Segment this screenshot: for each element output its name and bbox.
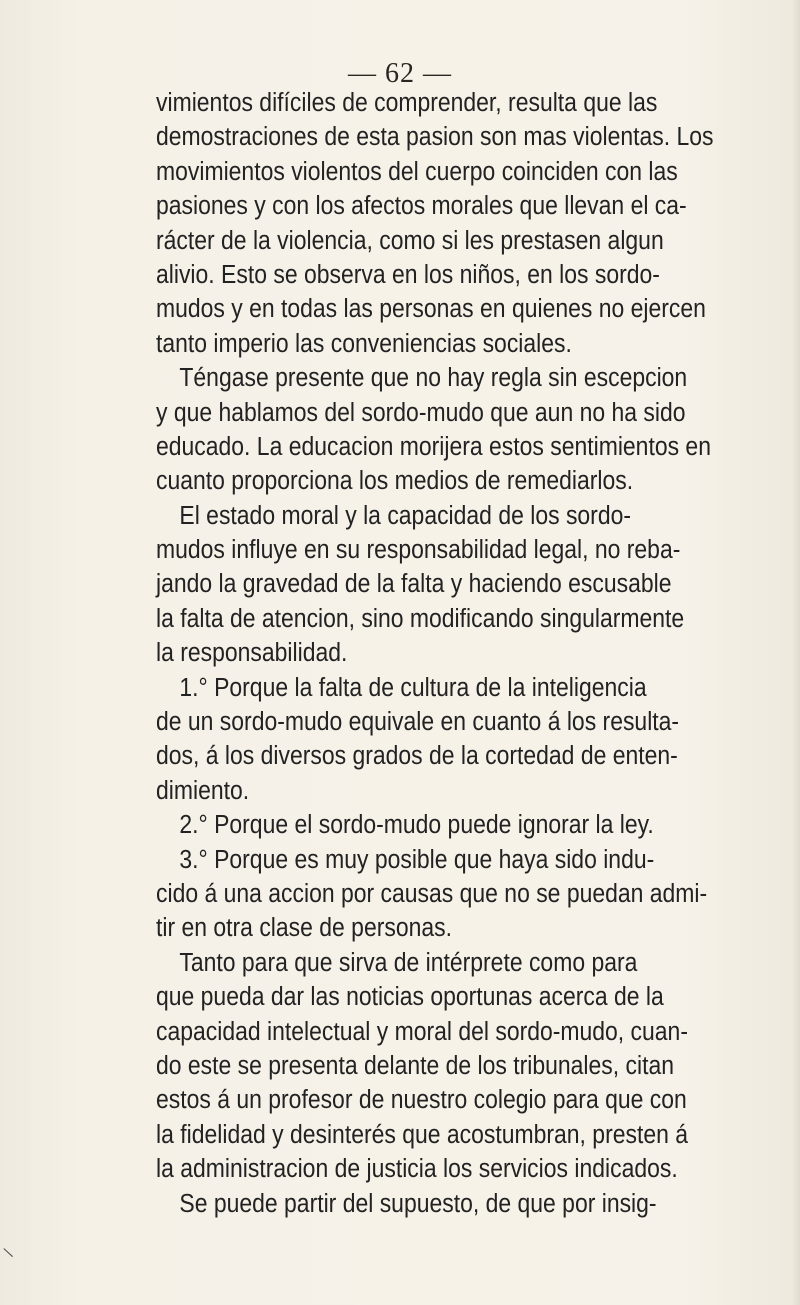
text-line: Téngase presente que no hay regla sin escepcion: [179, 364, 688, 393]
text-line: vimientos difíciles de comprender, resulta que las: [156, 89, 658, 117]
text-line: pasiones y con los afectos morales que llevan el ca-: [156, 192, 687, 221]
text-line: que pueda dar las noticias oportunas acerca de la: [156, 983, 664, 1012]
text-line: mudos influye en su responsabilidad legal, no reba-: [156, 536, 681, 565]
text-line: estos á un profesor de nuestro colegio para que con: [156, 1086, 687, 1115]
text-line: do este se presenta delante de los tribunales, citan: [156, 1051, 674, 1080]
text-line: la responsabilidad.: [156, 639, 348, 668]
page-edge-shadow: [792, 0, 800, 1305]
text-line: cuanto proporciona los medios de remediarlos.: [156, 467, 634, 496]
text-line: de un sordo-mudo equivale en cuanto á los resulta-: [156, 708, 680, 737]
text-line: dos, á los diversos grados de la cortedad de enten-: [156, 742, 678, 771]
text-line: Tanto para que sirva de intérprete como para: [179, 948, 638, 977]
text-line: y que hablamos del sordo-mudo que aun no ha sido: [156, 398, 686, 427]
text-line: 2.° Porque el sordo-mudo puede ignorar la ley.: [179, 811, 654, 840]
text-line: educado. La educacion morijera estos sentimientos en: [156, 432, 711, 461]
text-line: la fidelidad y desinterés que acostumbran, presten á: [156, 1120, 688, 1149]
text-line: Se puede partir del supuesto, de que por insig-: [179, 1189, 657, 1218]
text-line: rácter de la violencia, como si les prestasen algun: [156, 226, 664, 255]
text-line: capacidad intelectual y moral del sordo-mudo, cuan-: [156, 1017, 688, 1046]
text-line: movimientos violentos del cuerpo coinciden con las: [156, 157, 678, 186]
text-line: mudos y en todas las personas en quienes no ejercen: [156, 295, 706, 324]
text-line: El estado moral y la capacidad de los sordo-: [179, 501, 632, 530]
text-line: 3.° Porque es muy posible que haya sido indu-: [179, 845, 655, 874]
corner-mark: \: [2, 1244, 15, 1262]
text-line: la administracion de justicia los servicios indicados.: [156, 1155, 678, 1184]
text-line: cido á una accion por causas que no se puedan admi-: [156, 879, 708, 908]
page-number: — 62 —: [348, 58, 452, 89]
text-line: jando la gravedad de la falta y haciendo escusable: [156, 570, 672, 599]
body-text: [156, 86, 714, 1221]
text-line: tir en otra clase de personas.: [156, 914, 452, 943]
text-line: alivio. Esto se observa en los niños, en los sordo-: [156, 260, 660, 289]
text-line: tanto imperio las conveniencias sociales.: [156, 329, 572, 358]
text-line: 1.° Porque la falta de cultura de la inteligencia: [179, 673, 647, 702]
text-line: la falta de atencion, sino modificando singularmente: [156, 604, 685, 633]
text-line: dimiento.: [156, 776, 250, 805]
text-line: demostraciones de esta pasion son mas violentas. Los: [156, 123, 714, 152]
